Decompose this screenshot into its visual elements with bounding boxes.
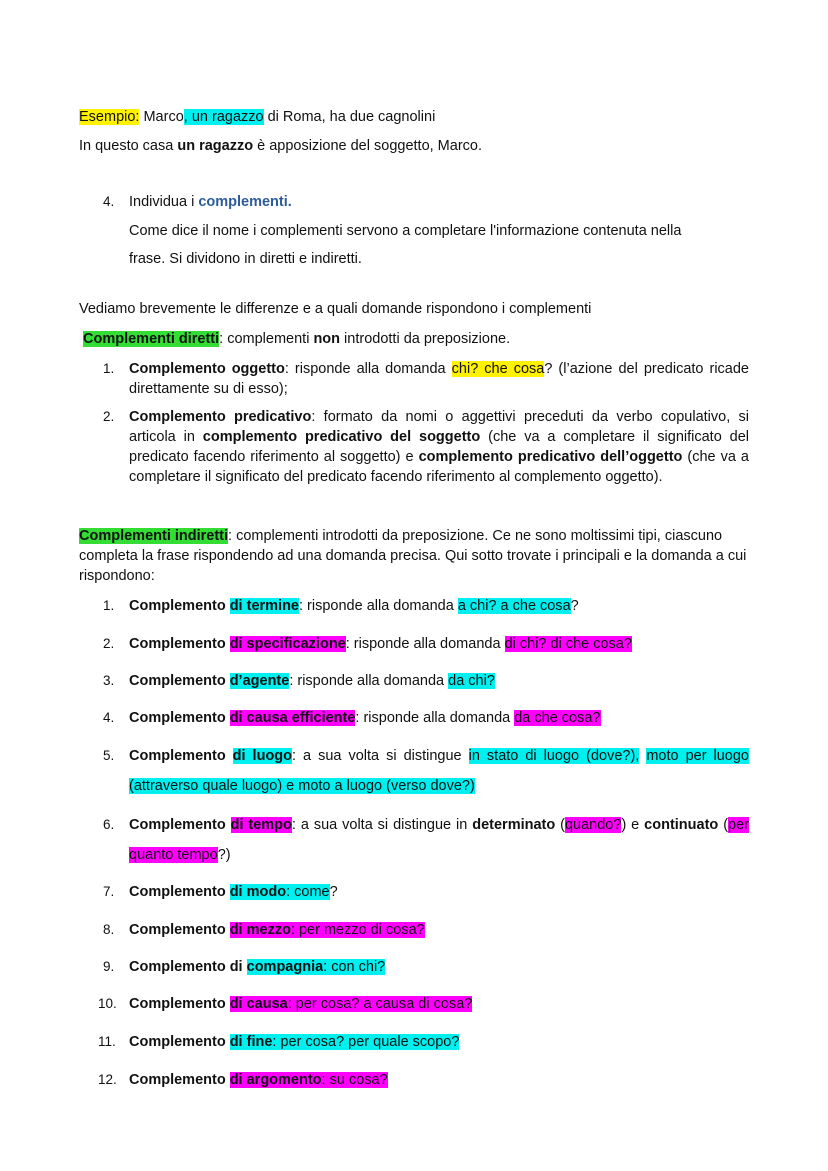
list-item: Complemento di tempo: a sua volta si distingue in determinato (quando?) e continuato (per quanto tempo?) [129, 817, 749, 863]
section-description: Come dice il nome i complementi servono a completare l'informazione contenuta nella [129, 223, 682, 239]
example-apposition: , un ragazzo [183, 109, 264, 125]
list-item: Complemento di termine: risponde alla domanda a chi? a che cosa? [129, 598, 579, 614]
list-item: Complemento di compagnia: con chi? [129, 959, 386, 975]
list-item: Complemento di causa efficiente: risponde alla domanda da che cosa? [129, 710, 601, 726]
list-item: Complemento di modo: come? [129, 884, 338, 900]
list-item: Complemento di argomento: su cosa? [129, 1072, 388, 1088]
list-item: Complemento di mezzo: per mezzo di cosa? [129, 922, 425, 938]
example-explanation: In questo casa un ragazzo è apposizione del soggetto, Marco. [79, 138, 482, 154]
example-label: Esempio: [79, 109, 140, 125]
list-item: Complemento di luogo: a sua volta si distingue in stato di luogo (dove?), moto per luogo (attraverso quale luogo) e moto a luogo (verso dove?) [129, 748, 749, 794]
direct-item-1: Complemento oggetto: risponde alla domanda chi? che cosa? (l’azione del predicato ricade direttamente su di esso); [129, 361, 749, 397]
list-item: Complemento d’agente: risponde alla domanda da chi? [129, 673, 495, 689]
section-description-2: frase. Si dividono in diretti e indiretti. [129, 251, 362, 267]
section-number: 4. [103, 194, 115, 209]
direct-item-2: Complemento predicativo: formato da nomi o aggettivi preceduti da verbo copulativo, si articola in complemento predicativo del soggetto (che va a completare il significato del predicato facendo riferimento al soggetto) e complemento predicativo dell’oggetto (che va a completare il significato del predicato facendo riferimento al complemento oggetto). [129, 409, 749, 485]
indirect-intro: Complementi indiretti: complementi introdotti da preposizione. Ce ne sono moltissimi tipi, ciascuno completa la frase rispondendo ad una domanda precisa. Qui sotto trovate i principali e la domanda a cui rispondono: [79, 528, 747, 584]
example-line: Esempio: Marco, un ragazzo di Roma, ha due cagnolini [79, 109, 436, 125]
overview-text: Vediamo brevemente le differenze e a quali domande rispondono i complementi [79, 301, 592, 317]
direct-heading: Complementi diretti [83, 331, 220, 347]
list-item: Complemento di causa: per cosa? a causa di cosa? [129, 996, 473, 1012]
list-item: Complemento di fine: per cosa? per quale scopo? [129, 1034, 460, 1050]
section-heading: Individua i complementi. [129, 194, 292, 210]
direct-heading-line: Complementi diretti: complementi non introdotti da preposizione. [83, 331, 511, 347]
list-item: Complemento di specificazione: risponde alla domanda di chi? di che cosa? [129, 636, 632, 652]
indirect-heading: Complementi indiretti [79, 528, 229, 544]
document-page: Esempio: Marco, un ragazzo di Roma, ha due cagnolini In questo casa un ragazzo è apposizione del soggetto, Marco. 4. Individua i complementi. Come dice il nome i complementi servono a completare l'informazione contenuta nella frase. Si dividono in diretti e indiretti. Vediamo brevemente le differenze e a quali domande rispondono i complementi Complementi diretti: complementi non introdotti da preposizione. 1. Complemento oggetto: risponde alla domanda chi? che cosa? (l’azione del predicato ricade direttamente su di esso); 2. Complemento predicativo: formato da nomi o aggettivi preceduti da verbo copulativo, si articola in complemento predicativo del soggetto (che va a completare il significato del predicato facendo riferimento al soggetto) e complemento predicativo dell’oggetto (che va a completare il significato del predicato facendo riferimento al complemento oggetto). Complementi indiretti: complementi introdotti da preposizione. Ce ne sono moltissimi tipi, ciascuno completa la frase rispondendo ad una domanda precisa. Qui sotto trovate i principali e la domanda a cui rispondono: 1. Complemento di termine: risponde alla domanda a chi? a che cosa? 2. Complemento di specificazione: risponde alla domanda di chi? di che cosa? 3. Complemento d’agente: risponde alla domanda da chi? 4. Complemento di causa efficiente: risponde alla domanda da che cosa? 5. Complemento di luogo: a sua volta si distingue in stato di luogo (dove?), moto per luogo (attraverso quale luogo) e moto a luogo (verso dove?) 6. Complemento di tempo: a sua volta si distingue in determinato (quando?) e continuato (per quanto tempo?) 7. Complemento di modo: come? 8. Complemento di mezzo: per mezzo di cosa? 9. Complemento di compagnia: con chi? 10. Complemento di causa: per cosa? a causa di cosa? 11. Complemento di fine: per cosa? per quale scopo? 12. Complemento di argomento: su cosa? [79, 109, 749, 1088]
